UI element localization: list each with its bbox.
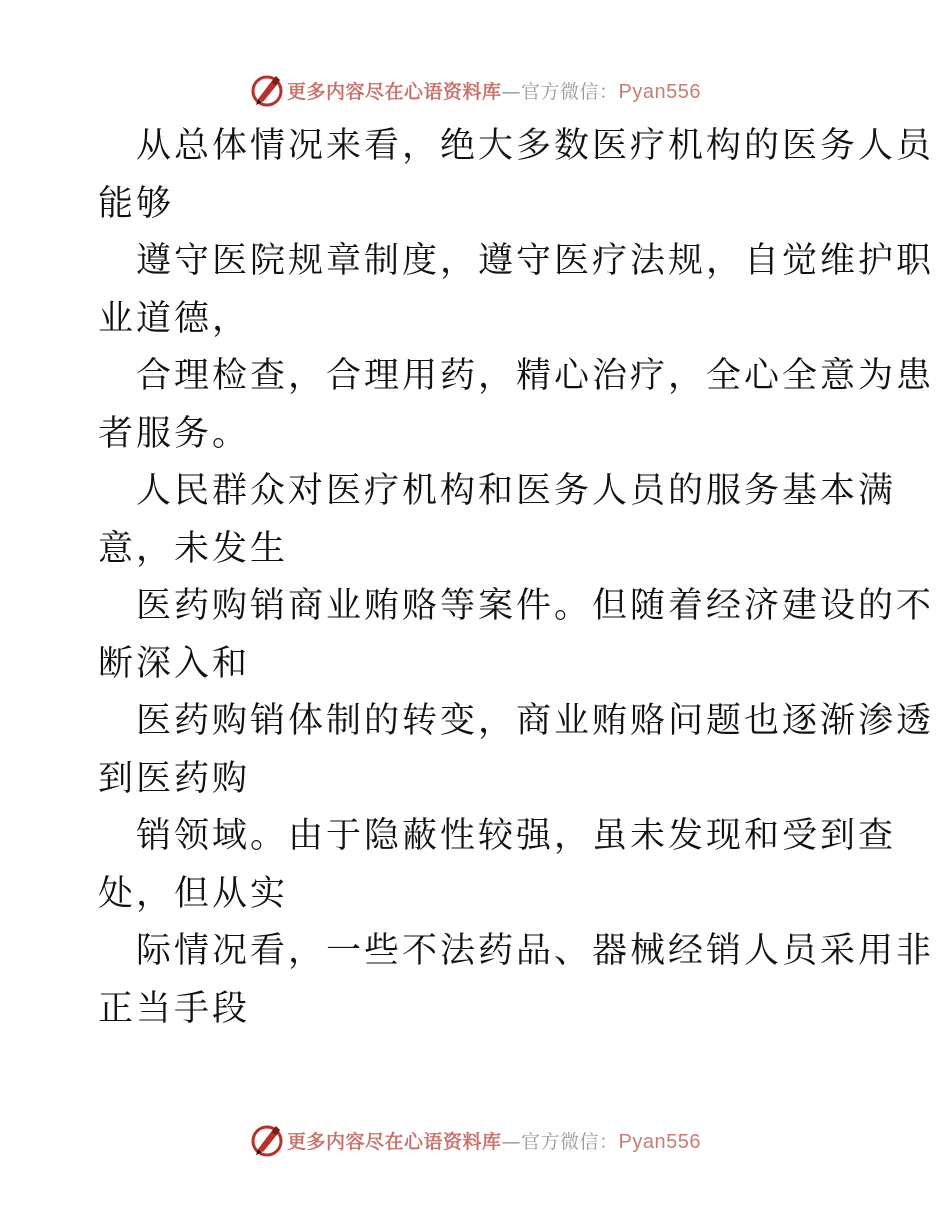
footer-separator: — <box>501 1130 522 1153</box>
paragraph-line: 人民群众对医疗机构和医务人员的服务基本满 <box>136 471 897 511</box>
paragraph-line: 际情况看，一些不法药品、器械经销人员采用非 <box>136 931 935 971</box>
footer-wechat-label: 官方微信： <box>521 1130 619 1153</box>
paragraph-line: 断深入和 <box>98 643 251 684</box>
footer-banner-text <box>287 1127 701 1154</box>
paragraph-line: 能够 <box>98 183 175 224</box>
paragraph <box>98 923 935 1038</box>
paragraph-line: 医药购销体制的转变，商业贿赂问题也逐渐渗透 <box>136 701 935 741</box>
header-site-text: 更多内容尽在心语资料库 <box>287 80 502 103</box>
paragraph-line: 意，未发生 <box>98 528 289 569</box>
pen-logo-icon <box>249 72 285 108</box>
header-banner-text <box>287 77 701 104</box>
paragraph <box>98 693 935 808</box>
paragraph-line: 从总体情况来看，绝大多数医疗机构的医务人员 <box>136 126 935 166</box>
paragraph-line: 者服务。 <box>98 413 251 454</box>
paragraph <box>98 578 935 693</box>
paragraph-line: 处，但从实 <box>98 873 289 914</box>
paragraph-line: 销领域。由于隐蔽性较强，虽未发现和受到查 <box>136 816 897 856</box>
paragraph <box>98 233 935 348</box>
paragraph-line: 遵守医院规章制度，遵守医疗法规，自觉维护职 <box>136 241 935 281</box>
paragraph-line: 合理检查，合理用药，精心治疗，全心全意为患 <box>136 356 935 396</box>
header-banner <box>0 70 950 110</box>
header-wechat-id: Pyan556 <box>618 80 701 103</box>
paragraph <box>98 348 935 463</box>
header-separator: — <box>501 80 522 103</box>
paragraph-line: 业道德， <box>98 298 251 339</box>
paragraph-line: 正当手段 <box>98 988 251 1029</box>
footer-wechat-id: Pyan556 <box>618 1130 701 1153</box>
footer-site-text: 更多内容尽在心语资料库 <box>287 1130 502 1153</box>
paragraph <box>98 808 897 923</box>
pen-logo-icon <box>249 1122 285 1158</box>
paragraph-line: 医药购销商业贿赂等案件。但随着经济建设的不 <box>136 586 935 626</box>
header-wechat-label: 官方微信： <box>521 80 619 103</box>
footer-banner <box>0 1120 950 1160</box>
paragraph-line: 到医药购 <box>98 758 251 799</box>
paragraph <box>98 118 935 233</box>
paragraph <box>98 463 897 578</box>
document-body <box>98 118 935 1038</box>
